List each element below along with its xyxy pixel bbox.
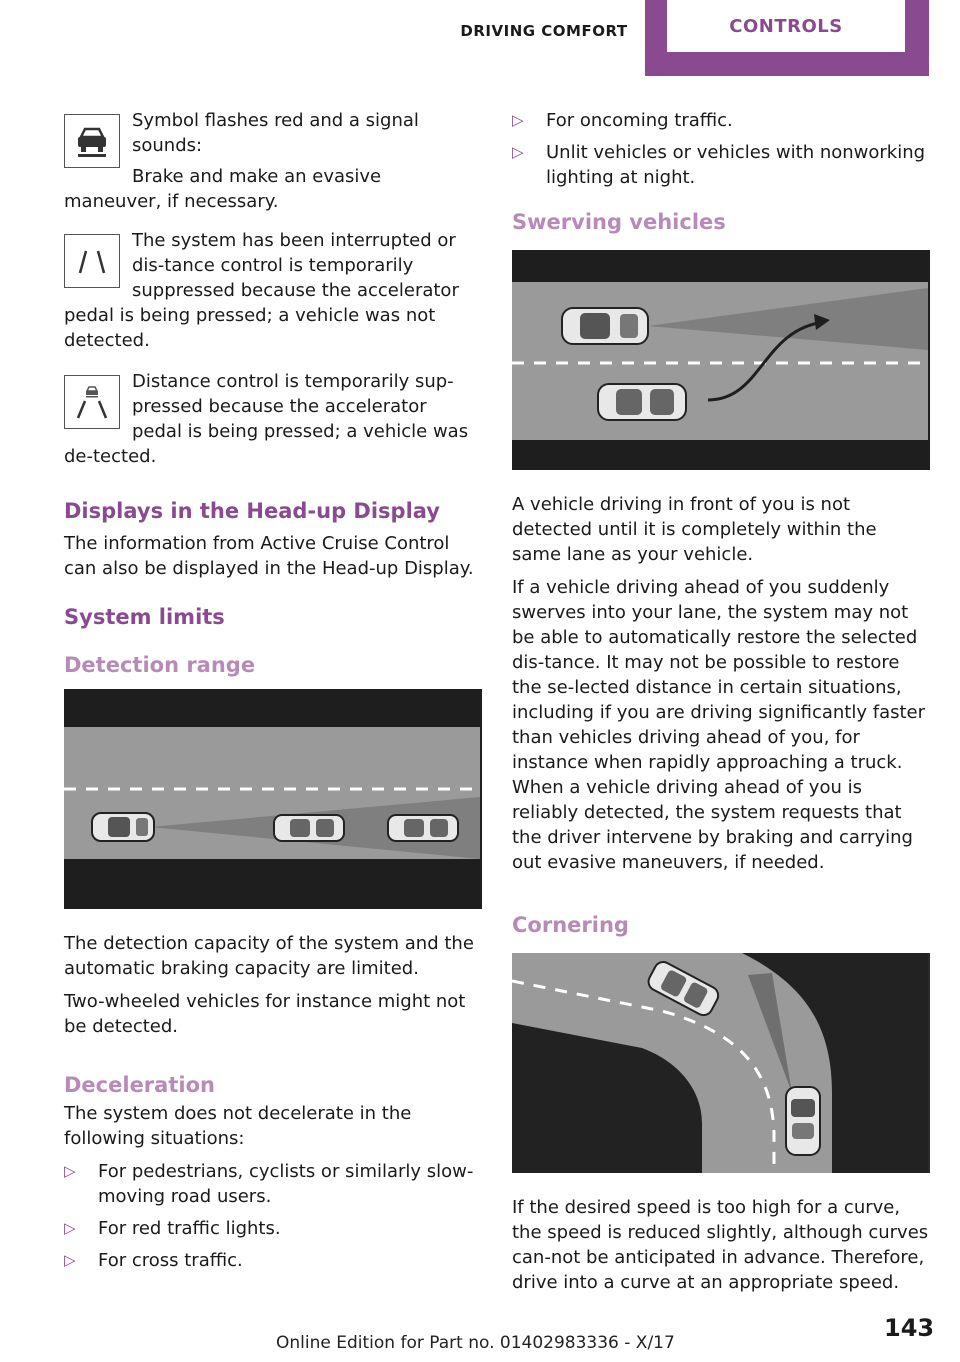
range-text-2: Two-wheeled vehicles for instance might not be detected. — [64, 991, 466, 1037]
left-column — [64, 108, 482, 1280]
corner-heading: Cornering — [512, 913, 629, 937]
edition-text: Online Edition for Part no. 01402983336 - X/17 — [276, 1333, 675, 1353]
bullet-marker-icon: ▷ — [64, 1219, 76, 1237]
bullet-marker-icon: ▷ — [512, 143, 524, 161]
icon1-text-b: Brake and make an evasive maneuver, if necessary. — [64, 166, 382, 212]
suppressed-symbol-row — [64, 369, 482, 469]
right-column — [512, 108, 930, 1303]
range-heading: Detection range — [64, 653, 256, 677]
cornering-figure — [512, 953, 930, 1173]
decel-text: The system does not decelerate in the following situations: — [64, 1103, 412, 1149]
list-item: ▷ For cross traffic. — [64, 1250, 243, 1271]
vehicle-warning-icon — [64, 114, 120, 168]
list-item: ▷ Unlit vehicles or vehicles with nonworking lighting at night. — [512, 142, 926, 188]
own-car-illustration — [786, 1087, 820, 1155]
swerve-text-1: A vehicle driving in front of you is not detected until it is completely within the same lane as your vehicle. — [512, 494, 877, 565]
icon3-text: Distance control is temporarily sup-pressed because the accelerator pedal is being pressed; a vehicle was de-tected. — [64, 371, 469, 467]
icon1-text-a: Symbol flashes red and a signal sounds: — [132, 110, 419, 156]
swerving-figure — [512, 250, 930, 470]
hud-heading: Displays in the Head-up Display — [64, 499, 440, 523]
range-text-1: The detection capacity of the system and the automatic braking capacity are limited. — [64, 933, 474, 979]
limits-heading: System limits — [64, 605, 225, 629]
continued-list — [512, 108, 930, 190]
icon2-text: The system has been interrupted or dis-tance control is temporarily suppressed because the accelerator pedal is being pressed; a vehicle was not detected. — [64, 230, 459, 351]
own-car-illustration — [92, 813, 154, 841]
chapter-tab: CONTROLS — [667, 0, 905, 52]
bullet-marker-icon: ▷ — [64, 1162, 76, 1180]
interrupted-symbol-row — [64, 228, 482, 353]
hud-text: The information from Active Cruise Control can also be displayed in the Head-up Display. — [64, 533, 474, 579]
list-item: ▷ For oncoming traffic. — [512, 110, 733, 131]
swerve-heading: Swerving vehicles — [512, 210, 726, 234]
corner-text: If the desired speed is too high for a curve, the speed is reduced slightly, although curves can-not be anticipated in advance. Therefore, drive into a curve at an appropriate speed. — [512, 1197, 929, 1293]
warning-symbol-row — [64, 108, 482, 214]
list-item: ▷ For pedestrians, cyclists or similarly slow-moving road users. — [64, 1161, 474, 1207]
lane-lines-icon — [64, 234, 120, 288]
page-number: 143 — [884, 1314, 935, 1342]
car-ahead-2-illustration — [388, 815, 458, 841]
decel-list — [64, 1159, 482, 1273]
lane-vehicle-icon — [64, 375, 120, 429]
swerve-text-2: If a vehicle driving ahead of you suddenly swerves into your lane, the system may not be able to automatically restore the selected dis-tance. It may not be possible to restore the se-lected distance in certain situations, including if you are driving significantly faster than vehicles driving ahead of you, for instance when rapidly approaching a truck. When a vehicle driving ahead of you is reliably detected, the system requests that the driver intervene by braking and carrying out evasive maneuvers, if needed. — [512, 577, 926, 873]
swerving-car-illustration — [598, 384, 686, 420]
bullet-marker-icon: ▷ — [64, 1251, 76, 1269]
list-item: ▷ For red traffic lights. — [64, 1218, 281, 1239]
car-ahead-1-illustration — [274, 815, 344, 841]
detection-range-figure — [64, 689, 482, 909]
section-tab: DRIVING COMFORT — [460, 22, 628, 40]
own-car-illustration — [562, 308, 648, 344]
bullet-marker-icon: ▷ — [512, 111, 524, 129]
decel-heading: Deceleration — [64, 1073, 215, 1097]
